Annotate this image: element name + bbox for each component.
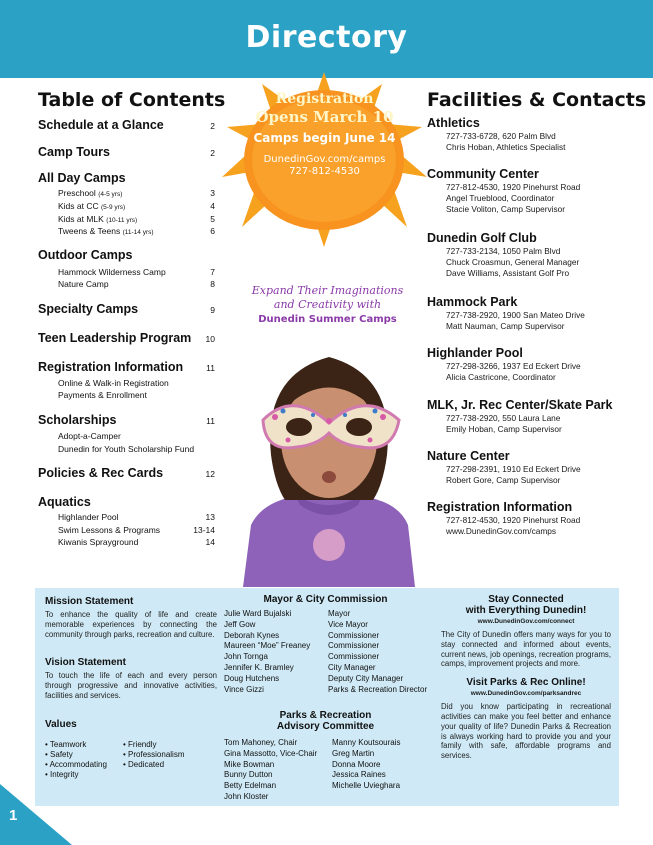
toc-entry[interactable]: Schedule at a Glance 2 (38, 118, 215, 132)
facility-hammock-park: Hammock Park 727-738-2920, 1900 San Mateo Drive Matt Nauman, Camp Supervisor (427, 295, 585, 331)
toc-entry[interactable]: Camp Tours 2 (38, 145, 215, 159)
values-list-left: • Teamwork • Safety • Accommodating • Integrity (45, 740, 107, 779)
values-list-right: • Friendly • Professionalism • Dedicated (123, 740, 185, 769)
promo-phone: 727-812-4530 (289, 166, 360, 177)
commission-names: Julie Ward Bujalski Jeff Gow Deborah Kynes Maureen “Moe” Freaney John Tornga Jennifer K. Bramley Doug Hutchens Vince Gizzi (224, 609, 311, 694)
toc-entry[interactable]: Registration Information 11 (38, 360, 215, 374)
toc-subentry[interactable]: Hammock Wilderness Camp 7 (58, 267, 215, 277)
mission-text: To enhance the quality of life and create memorable experiences by connecting the community through parks, recreation and culture. (45, 610, 217, 639)
toc-entry[interactable]: Specialty Camps 9 (38, 302, 215, 316)
facility-mlk-rec-center: MLK, Jr. Rec Center/Skate Park 727-738-2920, 550 Laura Lane Emily Hoban, Camp Supervisor (427, 398, 613, 434)
toc-subentry[interactable]: Online & Walk-in Registration (58, 378, 169, 388)
parksandrec-url[interactable]: www.DunedinGov.com/parksandrec (470, 690, 582, 698)
page-header (0, 0, 653, 78)
promo-camps-begin: Camps begin June 14 (253, 131, 396, 145)
commission-title: Mayor & City Commission (263, 594, 388, 605)
child-photo (233, 335, 425, 587)
toc-subentry[interactable]: Kids at CC (5-9 yrs) 4 (58, 201, 215, 211)
connected-text: The City of Dunedin offers many ways for you to stay connected and informed about events, current news, job openings, recreation programs, camps, improvement projects and more. (441, 630, 611, 669)
toc-subentry[interactable]: Adopt-a-Camper (58, 431, 121, 441)
advisory-members-left: Tom Mahoney, Chair Gina Massotto, Vice-Chair Mike Bowman Bunny Dutton Betty Edelman John Kloster (224, 738, 318, 801)
toc-subentry[interactable]: Preschool (4-5 yrs) 3 (58, 188, 215, 198)
toc-entry[interactable]: Policies & Rec Cards 12 (38, 466, 215, 480)
facility-nature-center: Nature Center 727-298-2391, 1910 Ed Eckert Drive Robert Gore, Camp Supervisor (427, 449, 581, 485)
advisory-members-right: Manny Koutsourais Greg Martin Donna Moore Jessica Raines Michelle Uvieghara (332, 738, 401, 791)
toc-subentry[interactable]: Kiwanis Sprayground 14 (58, 537, 215, 547)
toc-entry[interactable]: Outdoor Camps (38, 248, 133, 262)
toc-subentry[interactable]: Dunedin for Youth Scholarship Fund (58, 444, 195, 454)
tagline-line1: Expand Their Imaginations (251, 284, 404, 297)
facility-highlander-pool: Highlander Pool 727-298-3266, 1937 Ed Eckert Drive Alicia Castricone, Coordinator (427, 346, 581, 382)
promo-url[interactable]: DunedinGov.com/camps (263, 154, 386, 165)
vision-title: Vision Statement (45, 657, 126, 669)
mission-title: Mission Statement (45, 596, 134, 607)
toc-entry[interactable]: Aquatics (38, 495, 91, 509)
connected-title-line2: with Everything Dunedin! (465, 605, 587, 616)
visit-title: Visit Parks & Rec Online! (466, 677, 586, 689)
tagline-line3: Dunedin Summer Camps (258, 314, 397, 325)
connect-url[interactable]: www.DunedinGov.com/connect (477, 618, 575, 625)
connected-title-line1: Stay Connected (488, 594, 564, 605)
toc-subentry[interactable]: Payments & Enrollment (58, 390, 147, 400)
registration-url[interactable]: www.DunedinGov.com/camps (446, 526, 557, 536)
toc-entry[interactable]: Teen Leadership Program 10 (38, 331, 215, 345)
visit-text: Did you know participating in recreational activities can make you feel better and enhance your quality of life? Dunedin Parks & Recreation is always working hard to provide you and your family with safe, affordable programs and services. (441, 702, 611, 761)
page-title: Directory (245, 20, 408, 55)
promo-opens-date: Opens March 10 (255, 108, 394, 126)
values-title: Values (45, 718, 77, 730)
vision-text: To touch the life of each and every person through progressive and innovative activities, facilities and services. (45, 671, 217, 700)
facilities-title: Facilities & Contacts (427, 89, 647, 111)
toc-subentry[interactable]: Nature Camp 8 (58, 279, 215, 289)
facility-athletics: Athletics 727-733-6728, 620 Palm Blvd Chris Hoban, Athletics Specialist (427, 116, 566, 152)
toc-subentry[interactable]: Tweens & Teens (11-14 yrs) 6 (58, 226, 215, 236)
advisory-title-line1: Parks & Recreation (279, 710, 372, 721)
info-panel (35, 588, 619, 806)
toc-entry[interactable]: All Day Camps (38, 171, 126, 185)
facility-registration-info: Registration Information 727-812-4530, 1920 Pinehurst Road www.DunedinGov.com/camps (427, 500, 642, 537)
toc-entry[interactable]: Scholarships 11 (38, 413, 215, 427)
toc-title: Table of Contents (38, 89, 226, 111)
tagline-line2: and Creativity with (273, 298, 382, 311)
page-number: 1 (9, 807, 18, 824)
commission-roles: Mayor Vice Mayor Commissioner Commissioner Commissioner City Manager Deputy City Manager Parks & Recreation Director (328, 609, 428, 694)
facility-community-center: Community Center 727-812-4530, 1920 Pinehurst Road Angel Trueblood, Coordinator Stacie Voliton, Camp Supervisor (427, 167, 581, 214)
promo-registration: Registration (275, 91, 374, 107)
toc-subentry[interactable]: Kids at MLK (10-11 yrs) 5 (58, 214, 215, 224)
toc-subentry[interactable]: Highlander Pool 13 (58, 512, 215, 522)
advisory-title-line2: Advisory Committee (276, 721, 375, 732)
facility-golf-club: Dunedin Golf Club 727-733-2134, 1050 Palm Blvd Chuck Croasmun, General Manager Dave Williams, Assistant Golf Pro (427, 231, 580, 278)
toc-subentry[interactable]: Swim Lessons & Programs 13-14 (58, 525, 215, 535)
